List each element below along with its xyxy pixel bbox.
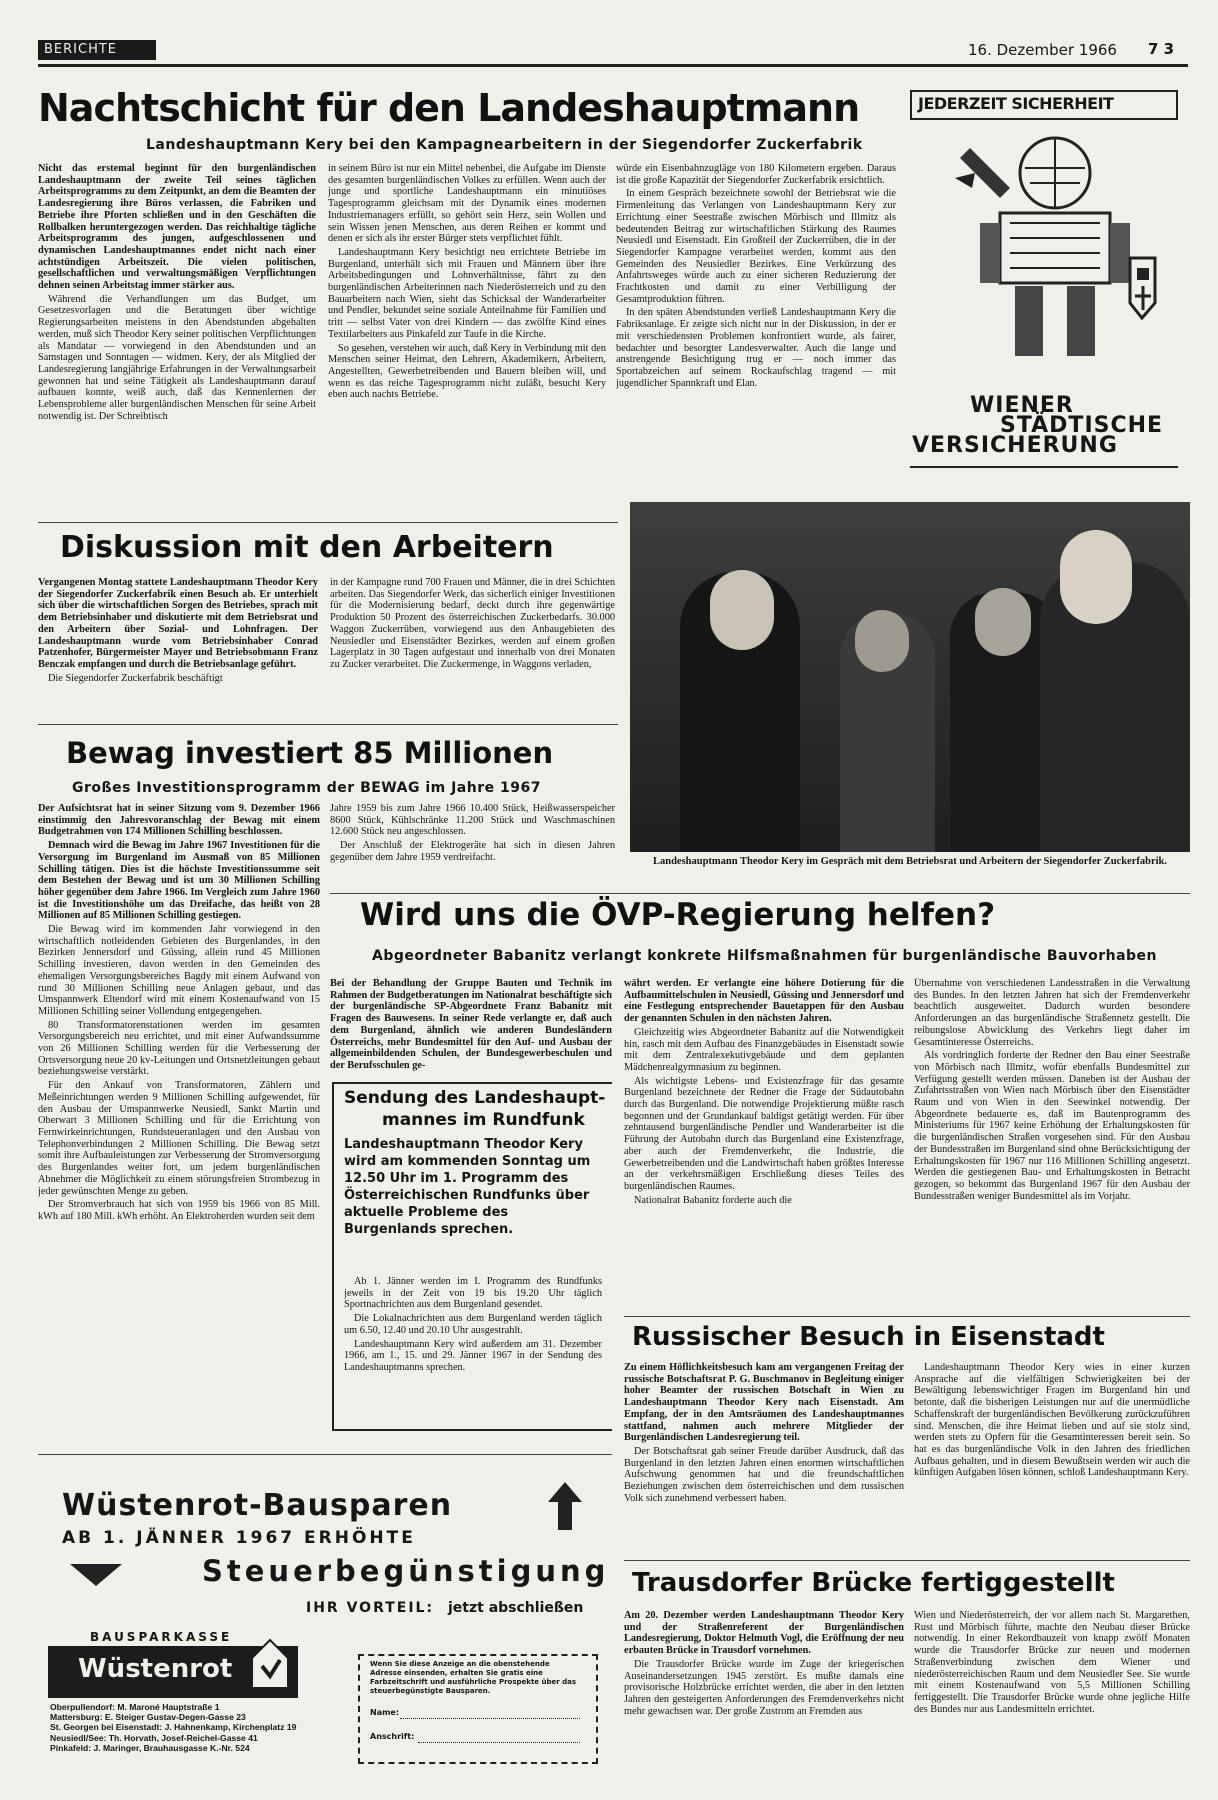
coupon-name-line[interactable] [400,1717,580,1719]
ad-brand-line-3: VERSICHERUNG [912,433,1118,458]
trausdorfer-col1-p1: Die Trausdorfer Brücke wurde im Zuge der kriegerischen Auseinandersetzungen 1945 zerstört. Es mußte damals eine provisorische Holzbrücke errichtet werden, die aber in den letzten Jahren den gesteigerten Anforderungen des Fremdenverkehrs nicht mehr gewachsen war. Der große Zustrom an Fremden aus [624,1658,904,1717]
bewag-col1-p3: Für den Ankauf von Transformatoren, Zählern und Meßeinrichtungen werden 9 Millionen Schilling aufgewendet, für den Ausbau der Umspannwerke Neusiedl, Sankt Martin und Oberwart 3 Millionen Schilling und für die Errichtung von Fernwirkeinrichtungen, Rundsteueranlagen und den Ausbau von Telephonverbindungen 2 Millionen Schilling. Die Bewag setzt somit ihre Aufbauleistungen zur Verbesserung der Stromversorgung des Burgenlandes weiter fort, um jedem burgenländischen Abnehmer die Möglichkeit zu einem störungsfreien Strombezug in jeder gewünschten Menge zu geben. [38,1080,320,1197]
coupon-address-line[interactable] [418,1741,580,1743]
rundfunk-p2: Die Lokalnachrichten aus dem Burgenland werden täglich um 6.50, 12.40 und 20.10 Uhr ausgestrahlt. [344,1313,602,1336]
diskussion-col1-end: Die Siegendorfer Zuckerfabrik beschäftigt [48,672,223,684]
oevp-col2-lead: währt werden. Er verlangte eine höhere Dotierung für die Aufbaumittelschulen in Neusiedl, Güssing und Jennersdorf und eine Festlegung entsprechender Bauetappen für den Ausbau der genannten Schulen in den nächsten Jahren. [624,978,904,1025]
main-col2-p1: in seinem Büro ist nur ein Mittel nebenbei, die Aufgabe im Dienste des gesamten burgenländischen Volkes zu erfüllen. Wenn auch der junge und sportliche Landeshauptmann ein minutiöses Tagesprogramm gleichsam mit der Dynamik eines modernen Industriemanagers erfüllt, so gehört sein Herz, sein Wollen und sein Wissen jenen Menschen, aus deren Reihen er kommt und denen er sich als ihr erster Bürger stets verpflichtet fühlt. [328,163,606,245]
bewag-col-1 [38,803,320,1453]
photo-head-worker-1 [855,610,909,672]
rundfunk-p3: Landeshauptmann Kery wird außerdem am 31. Dezember 1966, am 1., 15. und 29. Jänner 1967 in der Sendung des Landeshauptmanns sprechen. [344,1338,602,1373]
address-list [50,1702,350,1753]
ad-slogan: JEDERZEIT SICHERHEIT [918,94,1114,113]
ad-brand-line-2: STÄDTISCHE [1000,413,1164,438]
rundfunk-title-1: Sendung des Landeshaupt- [344,1088,606,1108]
bewag-col-2 [330,803,615,891]
ad-brand-line-1: WIENER [970,393,1074,418]
main-lead: Nicht das erstemal beginnt für den burgenländischen Landeshauptmann der zweite Teil seines täglichen Arbeitsprogramms zu dem Zeitpunkt, an dem die Beamten der Landesregierung ihre Büros verlassen, die Fabriken und Betriebe ihre Pforten schließen und in den Geschäften die Rollbalken heruntergezogen werden. Das reichhaltige tägliche Arbeitsprogramm des jungen, aufgeschlossenen und dynamischen Landeshauptmannes endet nicht nach einer achtstündigen Arbeitszeit. Die vielen politischen, gesellschaftlichen und verwaltungsmäßigen Verpflichtungen dehnen seinen Arbeitstag immer stärker aus. [38,163,316,292]
issue-date: 16. Dezember 1966 [968,41,1117,59]
russischer-col-1 [624,1362,904,1552]
separator-rule [38,724,618,725]
main-col-2 [328,163,606,518]
knight-illustration [930,128,1160,368]
diskussion-col2: in der Kampagne rund 700 Frauen und Männer, die in drei Schichten arbeiten. Das Siegendorfer Werk, das sicherlich einiger Investitionen für die Modernisierung bedarf, deckt durch ihre gegenwärtige Produktion 50 Prozent des österreichischen Zuckerbedarfs. 30.000 Waggon Zuckerrüben, vorwiegend aus den Anbaugebieten des Neusiedler und Eisenstädter Bezirkes, werden auf einem großen Lagerplatz in 30 Tagen aufgestaut und innerhalb von drei Monaten zu Zucker verarbeitet. Die Zuckermenge, in Waggons verladen, [330,577,615,670]
oevp-col2-p1: Gleichzeitig wies Abgeordneter Babanitz auf die Notwendigkeit hin, rasch mit dem Aufbau des Finanzgebäudes in Eisenstadt sowie mit dem Zentralexekutivgebäude und dem geplanten Mädchenrealgymnasium zu beginnen. [624,1026,904,1073]
coupon-name-label: Name: [370,1708,400,1717]
russischer-col1-p1: Der Botschaftsrat gab seiner Freude darüber Ausdruck, daß das Burgenland in den letzten Jahren einen enormen wirtschaftlichen Aufschwung genommen hat und die freundschaftlichen Beziehungen zwischen dem österreichischen und dem russischen Volk sich zunehmend verbessert haben. [624,1445,904,1504]
trausdorfer-headline: Trausdorfer Brücke fertiggestellt [632,1568,1115,1598]
trausdorfer-col2: Wien und Niederösterreich, der vor allem nach St. Margarethen, Rust und Mörbisch führte, machte den Neubau dieser Brücke notwendig. In einer Rekordbauzeit von knapp zwölf Monaten wurde die Trausdorfer Brücke zur neuen und modernen Straßenverbindung zwischen dem Wiener und niederösterreichischen Raum und dem Neusiedler See. Sie wurde mit einem Kostenaufwand von 5,5 Millionen Schilling fertiggestellt. Die Trausdorfer Brücke wurde ohne jegliche Hilfe des Bundes nur aus Landesmitteln errichtet. [914,1610,1190,1715]
bewag-subtitle: Großes Investitionsprogramm der BEWAG im Jahre 1967 [72,780,541,796]
main-col3-p2: In einem Gespräch bezeichnete sowohl der Betriebsrat wie die Firmenleitung das Verlangen von Landeshauptmann Kery zur Errichtung einer Seestraße zwischen Mörbisch und Illmitz als bedeutenden Beitrag zur wirtschaftlichen Stärkung des Raumes Neusiedl und Eisenstadt. Ein Großteil der Zuckerrüben, die in der Siegendorfer Kampagne verarbeitet werden, kommt aus den Gemeinden des Neusiedler Bezirkes. Eine Verkürzung des Anfahrtsweges würde auch zu einer sicheren Reduzierung der Frachtkosten und damit zu einer Verbilligung der Gesamtproduktion führen. [616,188,896,305]
coupon-address-label: Anschrift: [370,1732,415,1741]
rundfunk-p1: Ab 1. Jänner werden im I. Programm des Rundfunks jeweils in der Zeit von 19 bis 19.20 Uhr täglich Sportnachrichten aus dem Burgenland gesendet. [344,1276,602,1311]
main-col3-p3: In den späten Abendstunden verließ Landeshauptmann Kery die Fabriksanlage. Er zeigte sich nicht nur in der Diskussion, in der er mit verschiedensten Problemen konfrontiert wurde, als fairer, bedachter und besorgter Landesverwalter. Auch die lange und anstrengende Besichtigung trug er — noch immer das Sportabzeichen auf seinem Rockaufschlag tragend — mit jugendlicher Spannkraft und Elan. [616,307,896,389]
bewag-col2: Jahre 1959 bis zum Jahre 1966 10.400 Stück, Heißwasserspeicher 8600 Stück, Kühlschränke 11.200 Stück und Waschmaschinen 12.600 Stück neu angeschlossen. [330,803,615,838]
bewag-lead: Der Aufsichtsrat hat in seiner Sitzung vom 9. Dezember 1966 einstimmig den Jahresvoranschlag der Bewag mit einem Budgetrahmen von 174 Millionen Schilling beschlossen. [38,803,320,838]
address-item: Oberpullendorf: M. Maroné Hauptstraße 1 [50,1702,220,1712]
separator-rule [624,1560,1190,1561]
arrow-down-icon [68,1562,124,1588]
wuestenrot-line-2: AB 1. JÄNNER 1967 ERHÖHTE [62,1528,416,1548]
main-col1-body: Während die Verhandlungen um das Budget, um Gesetzesvorlagen und die Beratungen über wichtige Regierungsarbeiten meistens in den Abendstunden abgehalten werden, muß sich Theodor Kery seiner politischen Verpflichtungen als Mandatar — vorwiegend in den Abendstunden und an Samstagen und Sonntagen — widmen. Kery, der als Mitglied der Landesregierung langjährige Erfahrungen in der Verwaltungsarbeit gewonnen hat und seine Tätigkeit als Landeshauptmann darauf aufbauen konnte, weiß auch, daß das Kennenlernen der Lebensprobleme aller burgenländischen Menschen für seine Arbeit notwendig ist. Der Schreibtisch [38,293,316,422]
main-col-1 [38,163,316,518]
photo-head-worker-2 [975,588,1031,656]
address-item: St. Georgen bei Eisenstadt: J. Hahnenkamp, Kirchenplatz 19 [50,1722,297,1733]
address-item: Mattersburg: E. Steiger Gustav-Degen-Gasse 23 [50,1712,246,1723]
wuestenrot-ad [38,1460,610,1800]
russischer-col2: Landeshauptmann Theodor Kery wies in einer kurzen Ansprache auf die vielfältigen Schwierigkeiten bei der Bewältigung lebenswichtiger Fragen im Burgenland hin und betonte, daß die bisherigen Leistungen nur auf die unermüdliche Schaffenskraft der burgenländischen Bevölkerung zurückzuführen sind. Menschen, die ihre Heimat lieben und auf sie stolz sind, werden stets zu Opfern für die Gesamtinteressen bereit sein. So hat es das burgenländische Volk in den Jahren des friedlichen Aufbaus gehalten, und in diesem Bewußtsein werden wir auch die künftigen Aufgaben lösen können, schloß Landeshauptmann Kery. [914,1362,1190,1479]
separator-rule [330,893,1190,894]
diskussion-lead: Vergangenen Montag stattete Landeshauptmann Theodor Kery der Siegendorfer Zuckerfabrik einen Besuch ab. Er unterhielt sich über die wirtschaftlichen Sorgen des Betriebes, sprach mit dem Betriebsinhaber und diskutierte mit dem Betriebsrat und den Arbeitern über Sozial- und Lohnfragen. Der Landeshauptmann wurde vom Betriebsinhaber Conrad Patzenhofer, Bürgermeister Mayer und Betriebsobmann Franz Benczak empfangen und durch die Betriebsanlage geführt. [38,577,318,670]
diskussion-col-1 [38,577,318,722]
oevp-headline: Wird uns die ÖVP-Regierung helfen? [360,897,996,933]
main-col2-p2: Landeshauptmann Kery besichtigt neu errichtete Betriebe im Burgenland, unterhält sich mit Frauen und Männern über ihre Arbeitsbedingungen und Lohnverhältnisse, fährt zu den burgenländischen Arbeiterinnen nach Niederösterreich und zu den Bauarbeitern nach Wien, sieht das Schicksal der Wanderarbeiter und Pendler, bekundet seine soziale Anteilnahme für Familien und tritt — selbst Vater von drei Kindern — das zwölfte Kind eines Textilarbeiters aus Pinkafeld zur Taufe in die Kirche. [328,246,606,340]
rundfunk-body [344,1276,602,1424]
separator-rule [624,1316,1190,1317]
bewag-headline: Bewag investiert 85 Millionen [66,736,554,770]
photo-caption: Landeshauptmann Theodor Kery im Gespräch mit dem Betriebsrat und Arbeitern der Siegendorfer Zuckerfabrik. [652,856,1167,867]
brand-name: Wüstenrot [78,1654,233,1684]
coupon-text: Wenn Sie diese Anzeige an die obenstehende Adresse einsenden, erhalten Sie gratis eine Farbzeitschrift und ausführliche Prospekte über das steuerbegünstigte Bausparen. [370,1660,577,1695]
bewag-col1-p4: Der Stromverbrauch hat sich von 1959 bis 1966 von 85 Mill. kWh auf 180 Mill. kWh erhöht. An Elektroherden wurden seit dem [38,1199,320,1222]
bank-label: BAUSPARKASSE [90,1630,233,1644]
oevp-col-3 [914,978,1190,1298]
main-col3-p1: würde ein Eisenbahnzugläge von 180 Kilometern ergeben. Daraus ist die große Kapazität der Siegendorfer Zuckerfabrik ersichtlich. [616,163,896,186]
oevp-col3-p2: Als vordringlich forderte der Redner den Bau einer Seestraße von Mörbisch nach Illmitz, wofür ebenfalls Bundesmittel zur Verfügung gestellt werden müssen. Daneben ist der Ausbau der Zufahrtsstraßen von Wien nach Mörbisch über den Eisenstädter Raum und von Wien in den Seewinkel notwendig. Der Abgeordnete bedauerte es, daß im Bautenprogramm des Ministeriums für 1967 keine Erhöhung der Erhaltungskosten für die burgenländischen Straßen vorgesehen sind. Für den Ausbau der Bundesstraßen im Burgenland sind ohne Berücksichtigung der Erhaltungskosten für 1967 nur 116 Millionen Schilling angesetzt. Werden die gestiegenen Bau- und Erhaltungskosten in Betracht gezogen, so bekommt das Burgenland 1967 für den Ausbau der Bundesstraßen weniger Bundesmittel als im Vorjahr. [914,1050,1190,1202]
main-col-3 [616,163,896,493]
oevp-subtitle: Abgeordneter Babanitz verlangt konkrete Hilfsmaßnahmen für burgenländische Bauvorhaben [372,948,1158,964]
wuestenrot-line-4a: IHR VORTEIL: [306,1600,435,1616]
oevp-col-1 [330,978,612,1074]
oevp-lead: Bei der Behandlung der Gruppe Bauten und Technik im Rahmen der Budgetberatungen im Nationalrat beschäftigte sich der burgenländische SP-Abgeordnete Franz Babanitz mit Fragen des Bauwesens. In seiner Rede verlangte er, daß auch dem Burgenland, ähnlich wie anderen Bundesländern Österreichs, mehr Bundesmittel für den Auf- und Ausbau der allgemeinbildenden Schulen, der Bundesgewerbeschulen und der Berufsschulen ge- [330,978,612,1071]
main-subtitle: Landeshauptmann Kery bei den Kampagnearbeitern in der Siegendorfer Zuckerfabrik [146,137,863,153]
oevp-col2-p2: Als wichtigste Lebens- und Existenzfrage für das gesamte Burgenland bezeichnete der Redner die Frage der Südautobahn durch das Burgenland. Die notwendige Projektierung müßte rasch begonnen und der Grundankauf baldigst getätigt werden. Für über zehntausend burgenländische Pendler und Wanderarbeiter ist die Führung der Autobahn durch das Burgenland eine Existenzfrage, aber auch der Fremdenverkehr, die Industrie, die Gewerbetreibenden und die Landwirtschaft haben größtes Interesse an der verkehrsmäßigen Erschließung dieses Teiles des burgenländischen Raumes. [624,1075,904,1192]
separator-rule [38,1454,612,1455]
rundfunk-lead: Landeshauptmann Theodor Kery wird am kommenden Sonntag um 12.50 Uhr im 1. Programm des Österreichischen Rundfunks über aktuelle Probleme des Burgenlands sprechen. [344,1137,591,1237]
address-item: Neusiedl/See: Th. Horvath, Josef-Reichel-Gasse 41 [50,1732,258,1743]
photo-head-worker-3 [1060,530,1132,624]
oevp-col2-p3: Nationalrat Babanitz forderte auch die [634,1194,792,1206]
trausdorfer-col-1 [624,1610,904,1790]
diskussion-headline: Diskussion mit den Arbeitern [60,530,554,565]
trausdorfer-col-2 [914,1610,1190,1790]
wuestenrot-logo-icon [248,1636,292,1692]
photo-head-kery [710,570,774,650]
header-rule [38,64,1188,67]
main-col2-p3: So gesehen, verstehen wir auch, daß Kery in Verbindung mit den Menschen seiner Heimat, den Lehrern, Akademikern, Arbeitern, Angestellten, Gewerbetreibenden und Bauern bleiben will, und wenn es das reiche Tagesprogramm nicht zuläßt, besucht Kery eben auch nachts Betriebe. [328,342,606,401]
rundfunk-title-2: mannes im Rundfunk [382,1110,585,1130]
russischer-lead: Zu einem Höflichkeitsbesuch kam am vergangenen Freitag der russische Botschaftsrat P. G. Buschmanov in Begleitung einiger hoher Beamter der russischen Botschaft in Wien zu Landeshauptmann Theodor Kery nach Eisenstadt. Am Empfang, der in den Amtsräumen des Landeshauptmannes stattfand, nahmen auch mehrere Mitglieder der Burgenländischen Landesregierung teil. [624,1362,904,1444]
bewag-col1-p1: Die Bewag wird im kommenden Jahr vorwiegend in den wirtschaftlich notleidenden Gebieten des Burgenlandes, in den Bezirken Jennersdorf und Güssing, allein rund 45 Millionen Schilling investieren, davon werden in den Gemeinden des ehemaligen Versorgungsbereiches Bagdy mit einem Aufwand von rund 30 Millionen Schilling neue Anlagen gebaut, und das Umspannwerk Eltendorf wird mit einem Kostenaufwand von 15 Millionen Schilling seiner Vollendung entgegengehen. [38,924,320,1017]
bewag-col1-p2: 80 Transformatorenstationen werden im gesamten Versorgungsbereich neu errichtet, und mit einer Aufwandssumme von 26 Millionen Schilling werden für die Verbesserung der Ortsversorgung neue 20 kv-Leitungen und Ortsnetzleitungen gebaut beziehungsweise verstärkt. [38,1019,320,1078]
russischer-headline: Russischer Besuch in Eisenstadt [632,1322,1105,1352]
wuestenrot-line-4b: jetzt abschließen [448,1600,584,1616]
versicherung-ad [910,88,1178,468]
arrow-up-icon [546,1480,584,1532]
factory-photo [630,502,1190,852]
wuestenrot-title: Wüstenrot-Bausparen [62,1488,453,1523]
separator-rule [38,522,618,523]
address-item: Pinkafeld: J. Maringer, Brauhausgasse K.-Nr. 524 [50,1742,250,1753]
oevp-col3-p1: Übernahme von verschiedenen Landesstraßen in die Verwaltung des Bundes. In den letzten Jahren hat sich der Fremdenverkehr beachtlich ausgeweitet. Dadurch wurden besondere Anforderungen an das burgenländische Straßennetz gestellt. Die reibungslose Abwicklung des Verkehrs liegt daher im Gesamtinteresse Österreichs. [914,978,1190,1048]
diskussion-col-2 [330,577,615,722]
trausdorfer-lead: Am 20. Dezember werden Landeshauptmann Theodor Kery und der Straßenreferent der Burgenländischen Landesregierung, Doktor Helmuth Vogl, die Eröffnung der neu erbauten Brücke in Trausdorf vornehmen. [624,1610,904,1657]
bewag-lead-2: Demnach wird die Bewag im Jahre 1967 Investitionen für die Versorgung im Burgenland im Ausmaß von 85 Millionen Schilling tätigen. Dies ist die höchste Investitionssumme seit dem Bestehen der Bewag und ist um 30 Millionen Schilling höher gegenüber dem Jahre 1966. Im Vergleich zum Jahre 1960 ist die Investitionshöhe um das Dreifache, das heißt von 28 Millionen auf 85 Millionen Schilling gestiegen. [38,840,320,922]
page-number: 7 3 [1148,40,1175,58]
section-label-text: BERICHTE [44,42,118,57]
wuestenrot-line-3: Steuerbegünstigung [202,1554,610,1588]
russischer-col-2 [914,1362,1190,1552]
oevp-col-2 [624,978,904,1298]
bewag-col2-p2: Der Anschluß der Elektrogeräte hat sich in diesen Jahren gegenüber dem Jahre 1959 verdreifacht. [330,840,615,863]
main-headline: Nachtschicht für den Landeshauptmann [38,86,860,130]
